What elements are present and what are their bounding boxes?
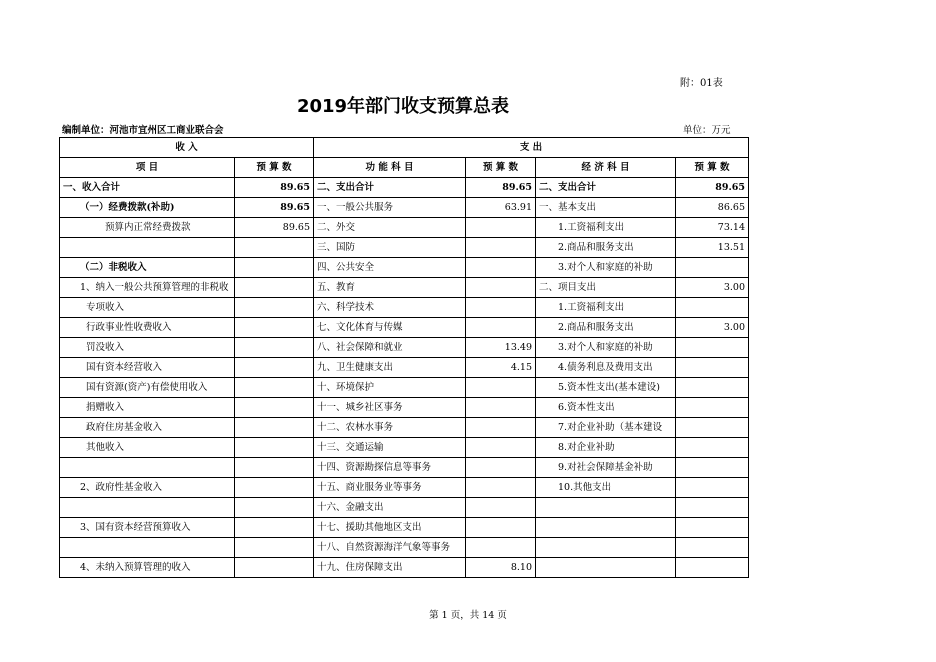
income-item-cell: 专项收入	[60, 298, 235, 318]
econ-value-cell: 73.14	[676, 218, 749, 238]
econ-item-cell: 10.其他支出	[536, 478, 676, 498]
func-item-cell: 六、科学技术	[314, 298, 466, 318]
attachment-label: 附：01表	[680, 78, 723, 89]
income-value-cell: 89.65	[235, 198, 314, 218]
income-value-cell: 89.65	[235, 218, 314, 238]
func-item-cell: 十六、金融支出	[314, 498, 466, 518]
table-row	[60, 258, 749, 278]
income-value-cell	[235, 238, 314, 258]
table-row	[60, 198, 749, 218]
econ-value-cell: 13.51	[676, 238, 749, 258]
econ-value-cell	[676, 378, 749, 398]
header-row-group	[60, 138, 749, 158]
header-budget3: 预 算 数	[676, 158, 749, 178]
income-value-cell	[235, 298, 314, 318]
func-item-cell: 十九、住房保障支出	[314, 558, 466, 578]
table-row	[60, 558, 749, 578]
func-item-cell: 三、国防	[314, 238, 466, 258]
table-row	[60, 358, 749, 378]
table-row	[60, 318, 749, 338]
econ-value-cell	[676, 298, 749, 318]
income-item-cell	[60, 538, 235, 558]
header-row-columns	[60, 158, 749, 178]
header-item: 项 目	[60, 158, 235, 178]
econ-value-cell	[676, 358, 749, 378]
income-item-cell: 国有资本经营收入	[60, 358, 235, 378]
income-item-cell: 其他收入	[60, 438, 235, 458]
income-value-cell	[235, 338, 314, 358]
table-row	[60, 298, 749, 318]
econ-item-cell: 9.对社会保障基金补助	[536, 458, 676, 478]
income-value-cell: 89.65	[235, 178, 314, 198]
table-row	[60, 238, 749, 258]
func-value-cell	[466, 278, 536, 298]
func-item-cell: 十三、交通运输	[314, 438, 466, 458]
table-row	[60, 478, 749, 498]
func-item-cell: 四、公共安全	[314, 258, 466, 278]
func-value-cell: 8.10	[466, 558, 536, 578]
econ-value-cell: 3.00	[676, 318, 749, 338]
econ-value-cell	[676, 258, 749, 278]
econ-value-cell	[676, 538, 749, 558]
econ-item-cell: 2.商品和服务支出	[536, 238, 676, 258]
func-value-cell: 89.65	[466, 178, 536, 198]
income-value-cell	[235, 438, 314, 458]
header-econ: 经 济 科 目	[536, 158, 676, 178]
header-func: 功 能 科 目	[314, 158, 466, 178]
econ-item-cell: 一、基本支出	[536, 198, 676, 218]
org-label: 编制单位：河池市宜州区工商业联合会	[62, 125, 224, 136]
income-value-cell	[235, 498, 314, 518]
func-item-cell: 十七、援助其他地区支出	[314, 518, 466, 538]
econ-value-cell	[676, 398, 749, 418]
func-value-cell	[466, 498, 536, 518]
income-value-cell	[235, 558, 314, 578]
table-row	[60, 398, 749, 418]
func-item-cell: 十一、城乡社区事务	[314, 398, 466, 418]
table-row	[60, 178, 749, 198]
page-title: 2019年部门收支预算总表	[296, 96, 510, 117]
income-item-cell: 3、国有资本经营预算收入	[60, 518, 235, 538]
income-item-cell	[60, 238, 235, 258]
econ-item-cell: 7.对企业补助（基本建设	[536, 418, 676, 438]
income-item-cell: 行政事业性收费收入	[60, 318, 235, 338]
func-value-cell: 4.15	[466, 358, 536, 378]
table-row	[60, 518, 749, 538]
income-item-cell: （二）非税收入	[60, 258, 235, 278]
func-value-cell	[466, 218, 536, 238]
econ-value-cell	[676, 438, 749, 458]
func-value-cell	[466, 398, 536, 418]
income-item-cell: 国有资源(资产)有偿使用收入	[60, 378, 235, 398]
econ-item-cell: 8.对企业补助	[536, 438, 676, 458]
income-item-cell: 捐赠收入	[60, 398, 235, 418]
func-item-cell: 一、一般公共服务	[314, 198, 466, 218]
econ-item-cell: 4.债务利息及费用支出	[536, 358, 676, 378]
econ-item-cell: 2.商品和服务支出	[536, 318, 676, 338]
econ-value-cell: 89.65	[676, 178, 749, 198]
econ-item-cell: 3.对个人和家庭的补助	[536, 338, 676, 358]
income-item-cell: 4、未纳入预算管理的收入	[60, 558, 235, 578]
table-row	[60, 338, 749, 358]
econ-value-cell: 3.00	[676, 278, 749, 298]
func-item-cell: 十、环境保护	[314, 378, 466, 398]
table-row	[60, 378, 749, 398]
unit-label: 单位：万元	[683, 125, 731, 136]
header-budget2: 预 算 数	[466, 158, 536, 178]
econ-value-cell	[676, 338, 749, 358]
table-row	[60, 218, 749, 238]
table-row	[60, 498, 749, 518]
income-value-cell	[235, 318, 314, 338]
func-item-cell: 七、文化体育与传媒	[314, 318, 466, 338]
econ-value-cell: 86.65	[676, 198, 749, 218]
func-item-cell: 二、外交	[314, 218, 466, 238]
econ-item-cell: 二、项目支出	[536, 278, 676, 298]
func-item-cell: 五、教育	[314, 278, 466, 298]
income-item-cell	[60, 458, 235, 478]
func-value-cell	[466, 378, 536, 398]
income-value-cell	[235, 358, 314, 378]
func-item-cell: 十四、资源勘探信息等事务	[314, 458, 466, 478]
income-item-cell: 1、纳入一般公共预算管理的非税收	[60, 278, 235, 298]
econ-value-cell	[676, 558, 749, 578]
income-item-cell: 政府住房基金收入	[60, 418, 235, 438]
income-value-cell	[235, 378, 314, 398]
func-item-cell: 八、社会保障和就业	[314, 338, 466, 358]
income-value-cell	[235, 458, 314, 478]
table-row	[60, 458, 749, 478]
func-value-cell: 63.91	[466, 198, 536, 218]
func-item-cell: 九、卫生健康支出	[314, 358, 466, 378]
econ-value-cell	[676, 478, 749, 498]
income-value-cell	[235, 518, 314, 538]
page-footer: 第 1 页，共 14 页	[429, 610, 507, 621]
func-item-cell: 十八、自然资源海洋气象等事务	[314, 538, 466, 558]
income-value-cell	[235, 398, 314, 418]
func-value-cell	[466, 438, 536, 458]
econ-item-cell	[536, 518, 676, 538]
func-item-cell: 二、支出合计	[314, 178, 466, 198]
econ-item-cell	[536, 558, 676, 578]
func-value-cell	[466, 518, 536, 538]
func-value-cell	[466, 298, 536, 318]
income-item-cell: 2、政府性基金收入	[60, 478, 235, 498]
econ-value-cell	[676, 518, 749, 538]
econ-item-cell: 5.资本性支出(基本建设)	[536, 378, 676, 398]
income-value-cell	[235, 478, 314, 498]
econ-item-cell: 3.对个人和家庭的补助	[536, 258, 676, 278]
econ-value-cell	[676, 418, 749, 438]
func-value-cell	[466, 478, 536, 498]
income-item-cell: 一、收入合计	[60, 178, 235, 198]
func-value-cell	[466, 538, 536, 558]
func-item-cell: 十五、商业服务业等事务	[314, 478, 466, 498]
econ-item-cell: 二、支出合计	[536, 178, 676, 198]
econ-item-cell	[536, 538, 676, 558]
econ-value-cell	[676, 498, 749, 518]
income-value-cell	[235, 278, 314, 298]
income-value-cell	[235, 418, 314, 438]
header-expense: 支 出	[314, 138, 749, 158]
table-row	[60, 278, 749, 298]
income-value-cell	[235, 538, 314, 558]
func-value-cell	[466, 418, 536, 438]
econ-item-cell: 1.工资福利支出	[536, 218, 676, 238]
header-budget: 预 算 数	[235, 158, 314, 178]
econ-item-cell: 1.工资福利支出	[536, 298, 676, 318]
income-item-cell: 预算内正常经费拨款	[60, 218, 235, 238]
func-value-cell	[466, 458, 536, 478]
table-row	[60, 438, 749, 458]
econ-value-cell	[676, 458, 749, 478]
func-value-cell: 13.49	[466, 338, 536, 358]
income-item-cell: （一）经费拨款(补助)	[60, 198, 235, 218]
func-value-cell	[466, 258, 536, 278]
table-row	[60, 418, 749, 438]
table-row	[60, 538, 749, 558]
econ-item-cell	[536, 498, 676, 518]
func-item-cell: 十二、农林水事务	[314, 418, 466, 438]
header-income: 收 入	[60, 138, 314, 158]
func-value-cell	[466, 238, 536, 258]
income-value-cell	[235, 258, 314, 278]
income-item-cell	[60, 498, 235, 518]
income-item-cell: 罚没收入	[60, 338, 235, 358]
func-value-cell	[466, 318, 536, 338]
budget-table	[59, 137, 749, 578]
econ-item-cell: 6.资本性支出	[536, 398, 676, 418]
